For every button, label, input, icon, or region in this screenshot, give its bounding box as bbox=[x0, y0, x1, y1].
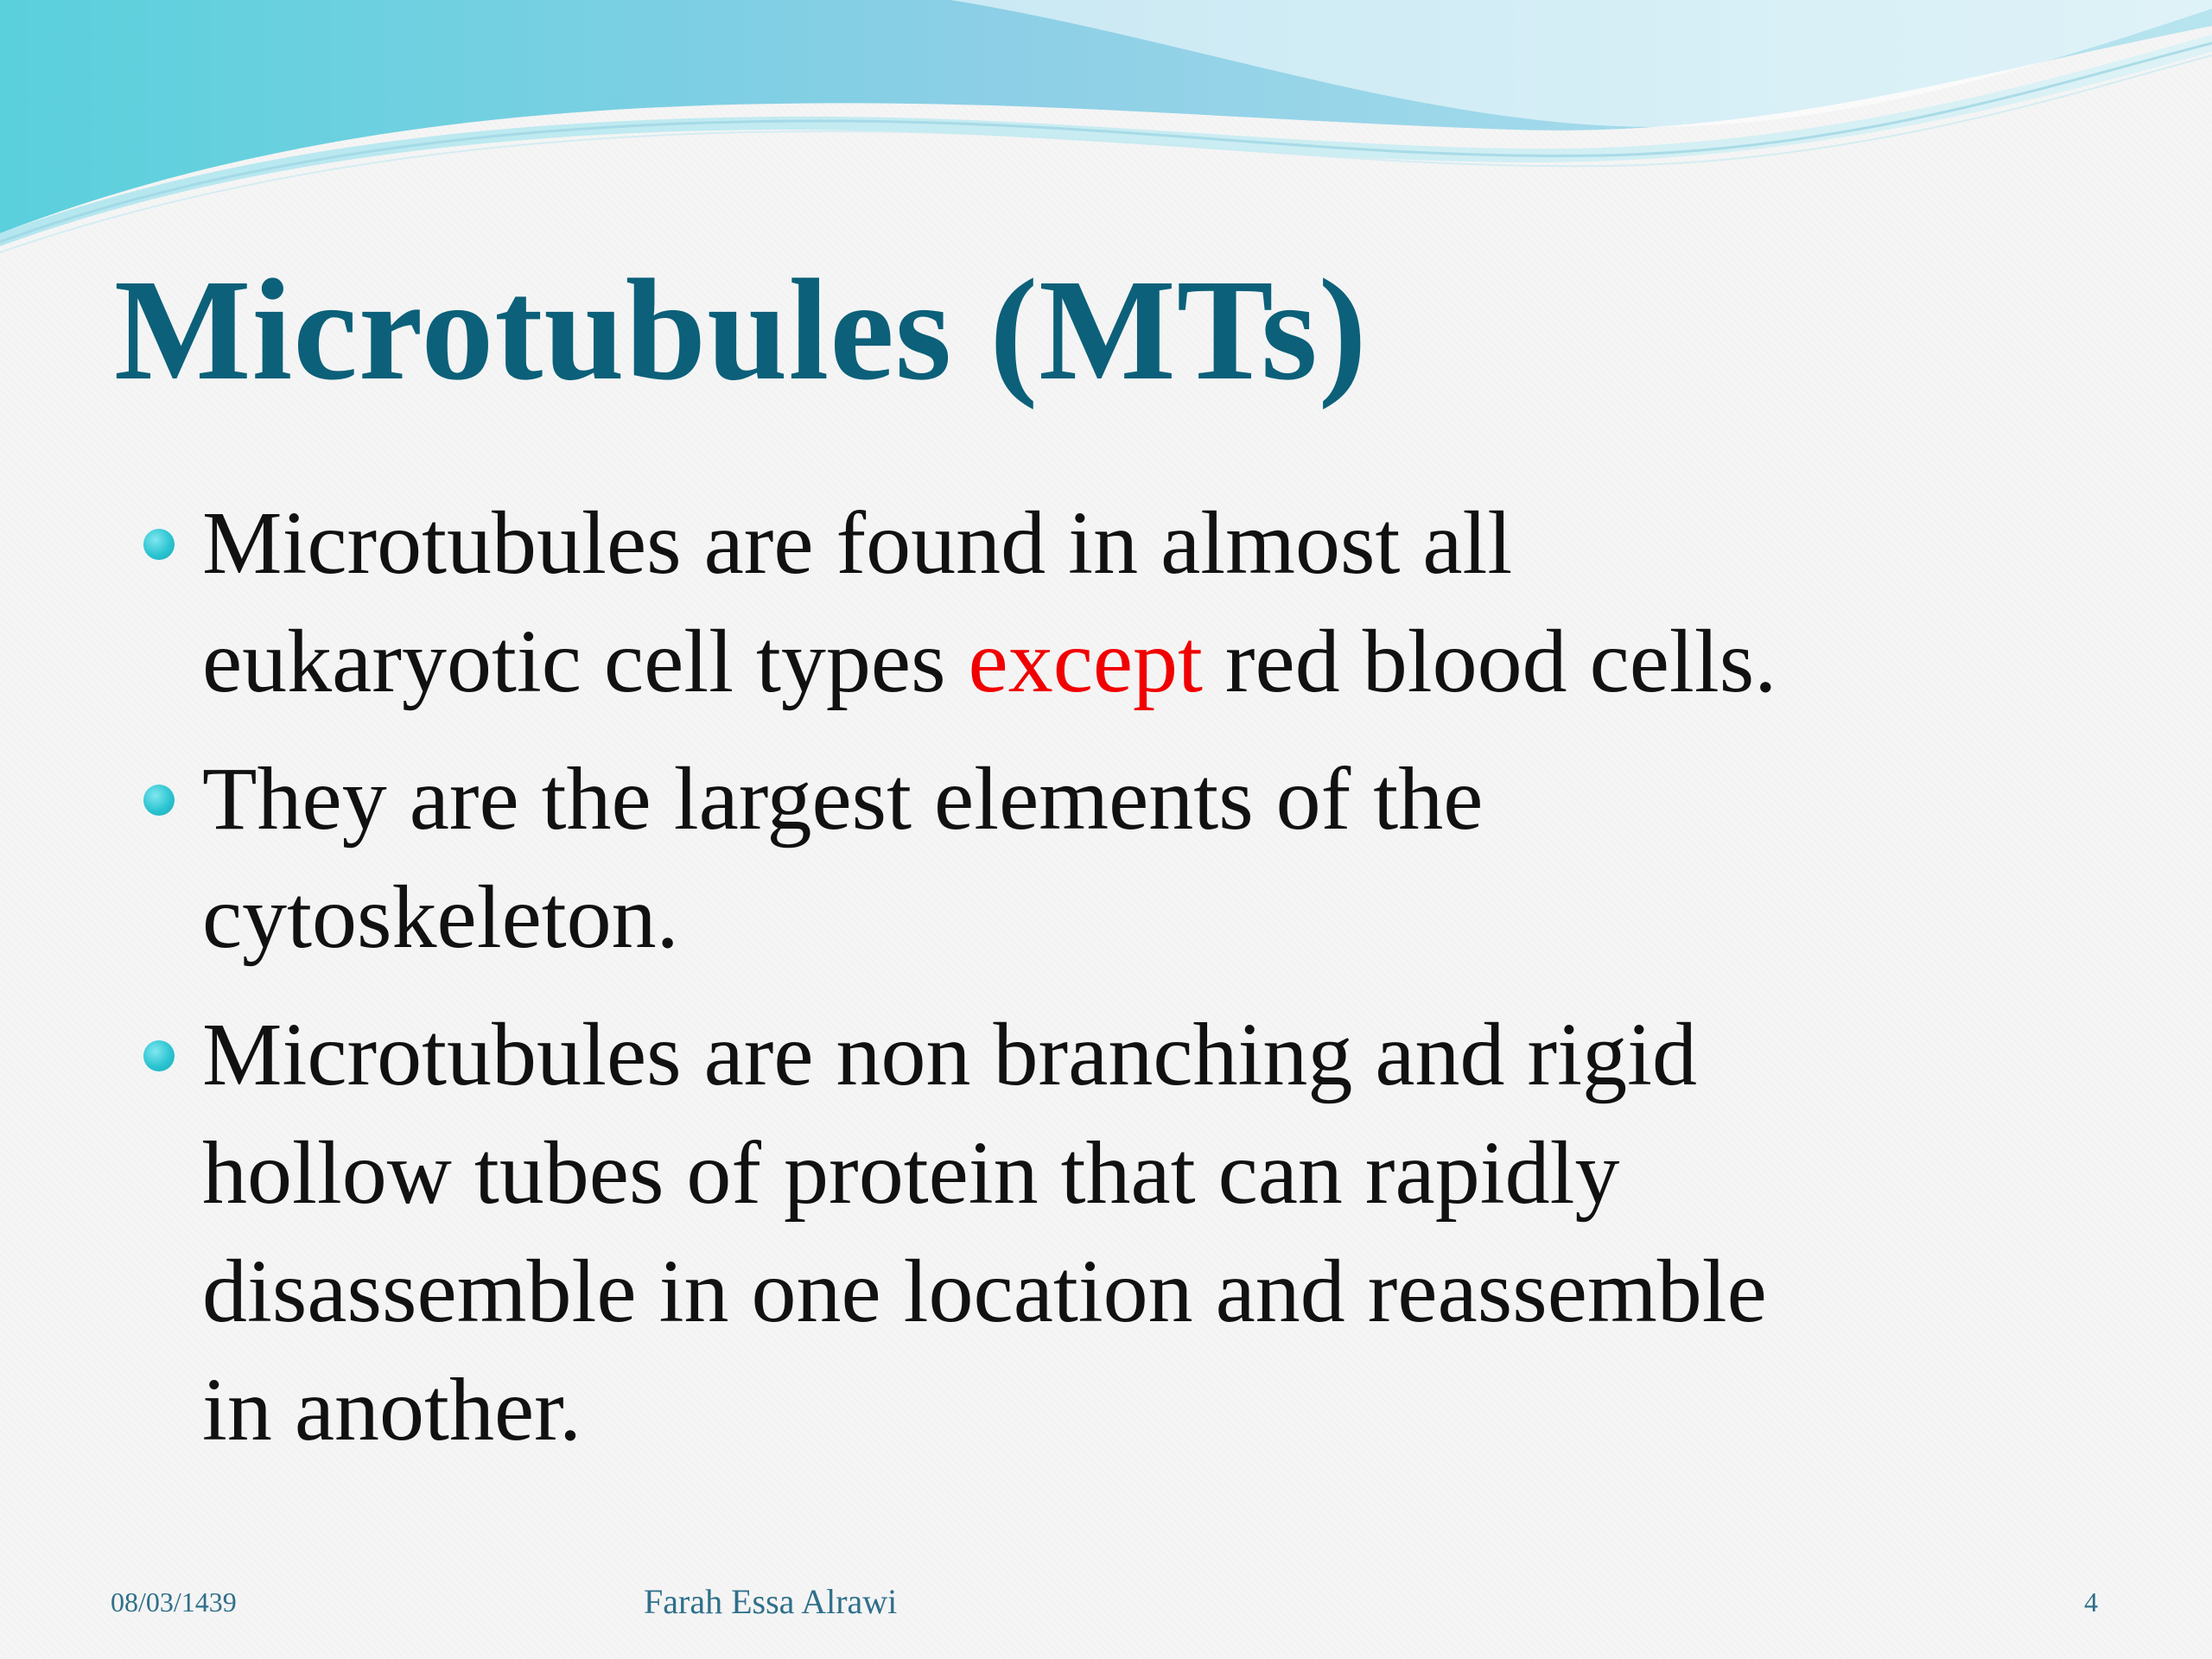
bullet-item bbox=[130, 995, 2117, 1469]
bullet-line bbox=[202, 740, 2117, 858]
footer-author: Farah Essa Alrawi bbox=[644, 1582, 898, 1621]
slide-number: 4 bbox=[2084, 1586, 2098, 1618]
bullet-line bbox=[202, 995, 2117, 1114]
bullet-line bbox=[202, 1114, 2117, 1232]
bullet-item bbox=[130, 740, 2117, 976]
bullet-text: Microtubules are found in almost all bbox=[202, 493, 1513, 593]
bullet-line bbox=[202, 1232, 2117, 1351]
bullet-dot-icon bbox=[143, 1040, 175, 1071]
bullet-line bbox=[202, 602, 2117, 721]
bullet-item bbox=[130, 484, 2117, 721]
bullet-line bbox=[202, 484, 2117, 602]
bullet-text: eukaryotic cell types bbox=[202, 612, 969, 711]
slide-title: Microtubules (MTs) bbox=[114, 250, 1368, 410]
bullet-text: They are the largest elements of the bbox=[202, 749, 1484, 849]
bullet-text: Microtubules are non branching and rigid bbox=[202, 1005, 1697, 1104]
bullet-list bbox=[130, 484, 2117, 1488]
bullet-text: hollow tubes of protein that can rapidly bbox=[202, 1123, 1620, 1223]
bullet-line bbox=[202, 858, 2117, 976]
bullet-text: in another. bbox=[202, 1360, 582, 1459]
bullet-line bbox=[202, 1351, 2117, 1469]
footer-date: 08/03/1439 bbox=[111, 1586, 237, 1618]
bullet-text: red blood cells. bbox=[1202, 612, 1777, 711]
bullet-dot-icon bbox=[143, 529, 175, 560]
bullet-text: disassemble in one location and reassemble bbox=[202, 1242, 1767, 1341]
bullet-dot-icon bbox=[143, 785, 175, 816]
emphasis-text: except bbox=[968, 612, 1203, 711]
header-wave-decoration bbox=[0, 0, 2212, 259]
bullet-text: cytoskeleton. bbox=[202, 868, 679, 967]
